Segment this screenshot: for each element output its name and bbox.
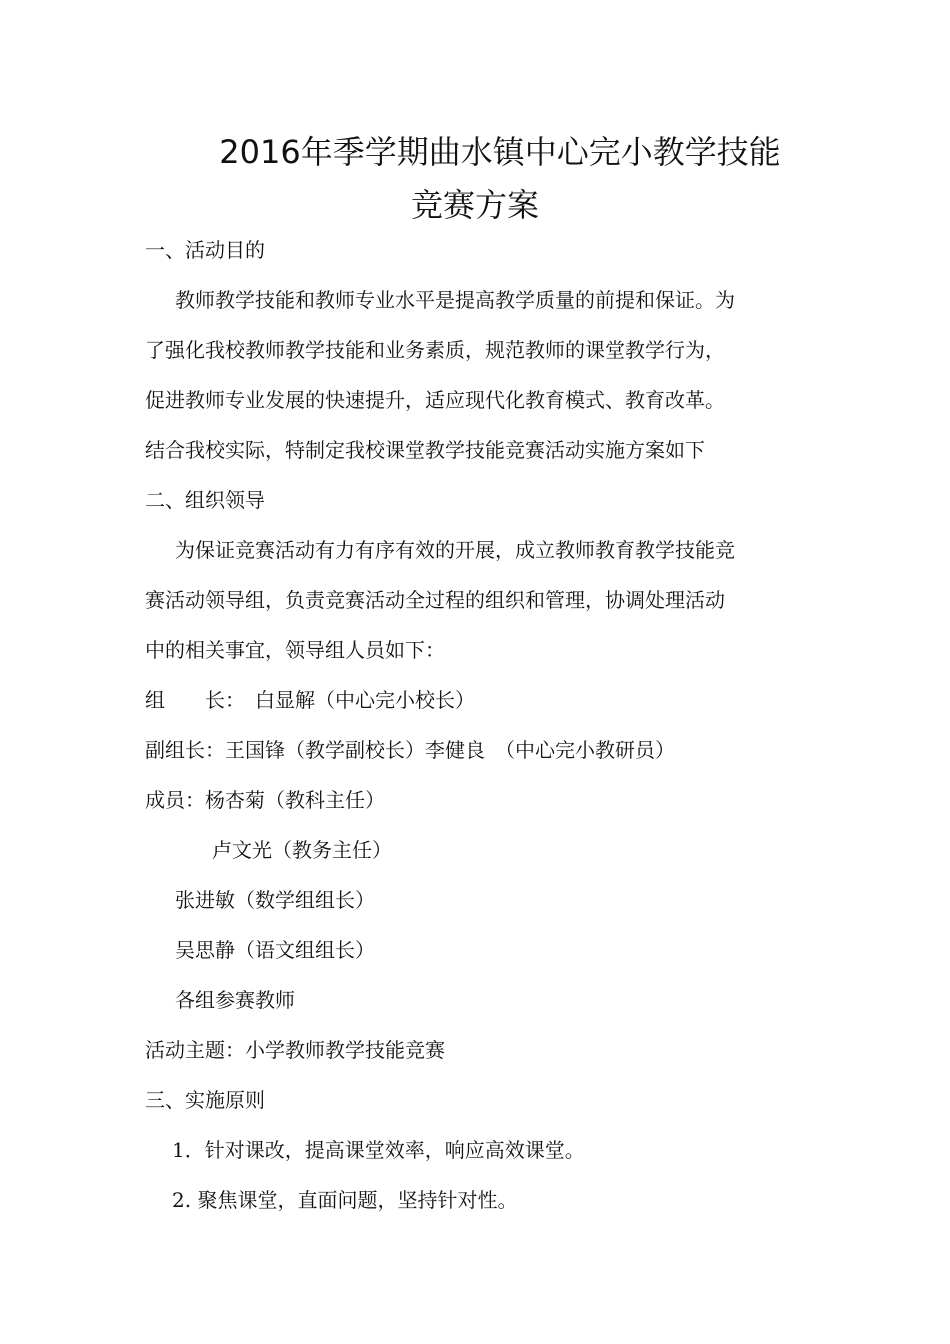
section-2-paragraph-line: 为保证竞赛活动有力有序有效的开展，成立教师教育教学技能竞 [175, 538, 735, 562]
document-title-line-2: 竞赛方案 [410, 186, 539, 224]
member-line: 成员：杨杏菊（教科主任） [145, 788, 385, 812]
member-line: 吴思静（语文组组长） [175, 938, 375, 962]
principle-item: 1．针对课改，提高课堂效率，响应高效课堂。 [172, 1138, 585, 1162]
principle-item: 2. 聚焦课堂，直面问题，坚持针对性。 [172, 1188, 518, 1212]
member-line: 各组参赛教师 [175, 988, 295, 1012]
section-1-paragraph-line: 了强化我校教师教学技能和业务素质，规范教师的课堂教学行为， [145, 338, 725, 362]
activity-theme-line: 活动主题：小学教师教学技能竞赛 [145, 1038, 445, 1062]
document-title-line-1: 2016年季学期曲水镇中心完小教学技能 [219, 133, 781, 171]
section-2-paragraph-line: 赛活动领导组，负责竞赛活动全过程的组织和管理，协调处理活动 [145, 588, 725, 612]
member-line: 张进敏（数学组组长） [175, 888, 375, 912]
leader-line: 组 长： 白显解（中心完小校长） [145, 688, 475, 712]
section-1-paragraph-line: 结合我校实际，特制定我校课堂教学技能竞赛活动实施方案如下 [145, 438, 705, 462]
deputy-leader-line: 副组长：王国锋（教学副校长）李健良 （中心完小教研员） [145, 738, 675, 762]
section-1-paragraph-line: 教师教学技能和教师专业水平是提高教学质量的前提和保证。为 [175, 288, 735, 312]
member-line: 卢文光（教务主任） [212, 838, 392, 862]
section-2-paragraph-line: 中的相关事宜，领导组人员如下： [145, 638, 445, 662]
section-1-paragraph-line: 促进教师专业发展的快速提升，适应现代化教育模式、教育改革。 [145, 388, 725, 412]
section-2-heading: 二、组织领导 [145, 488, 265, 512]
section-1-heading: 一、活动目的 [145, 238, 265, 262]
section-3-heading: 三、实施原则 [145, 1088, 265, 1112]
